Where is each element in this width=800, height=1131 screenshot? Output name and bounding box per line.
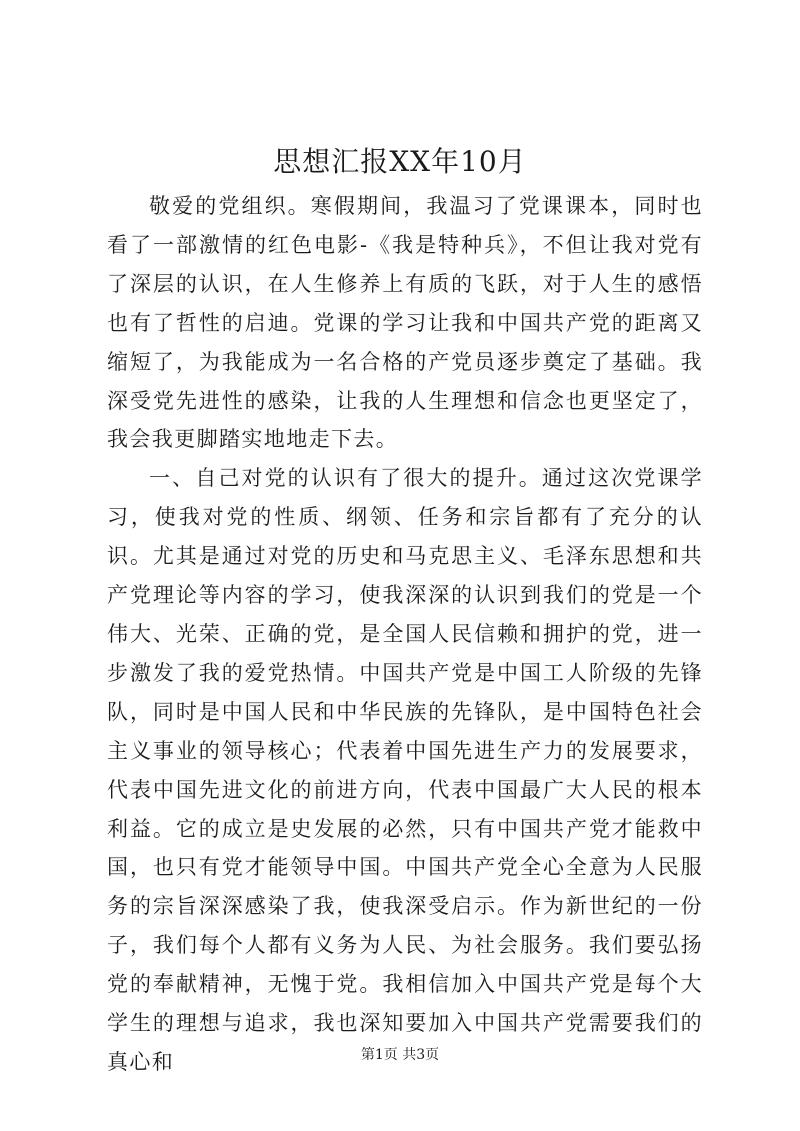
page-footer: 第1页 共3页: [360, 1047, 440, 1063]
paragraph-intro: 敬爱的党组织。寒假期间，我温习了党课课本，同时也看了一部激情的红色电影-《我是特种兵》，不但让我对党有了深层的认识，在人生修养上有质的飞跃，对于人生的感悟也有了哲性的启迪。党课的学习让我和中国共产党的距离又缩短了，为我能成为一名合格的产党员逐步奠定了基础。我深受党先进性的感染，让我的人生理想和信念也更坚定了，我会我更脚踏实地地走下去。: [107, 194, 703, 452]
document-body: [107, 187, 703, 1082]
paragraph-section-one: 一、自己对党的认识有了很大的提升。通过这次党课学习，使我对党的性质、纲领、任务和宗旨都有了充分的认识。尤其是通过对党的历史和马克思主义、毛泽东思想和共产党理论等内容的学习，使我深深的认识到我们的党是一个伟大、光荣、正确的党，是全国人民信赖和拥护的党，进一步激发了我的爱党热情。中国共产党是中国工人阶级的先锋队，同时是中国人民和中华民族的先锋队，是中国特色社会主义事业的领导核心；代表着中国先进生产力的发展要求，代表中国先进文化的前进方向，代表中国最广大人民的根本利益。它的成立是史发展的必然，只有中国共产党才能救中国，也只有党才能领导中国。中国共产党全心全意为人民服务的宗旨深深感染了我，使我深受启示。作为新世纪的一份子，我们每个人都有义务为人民、为社会服务。我们要弘扬党的奉献精神，无愧于党。我相信加入中国共产党是每个大学生的理想与追求，我也深知要加入中国共产党需要我们的真心和: [107, 466, 703, 1074]
page-title: 思想汇报XX年10月: [273, 145, 527, 178]
